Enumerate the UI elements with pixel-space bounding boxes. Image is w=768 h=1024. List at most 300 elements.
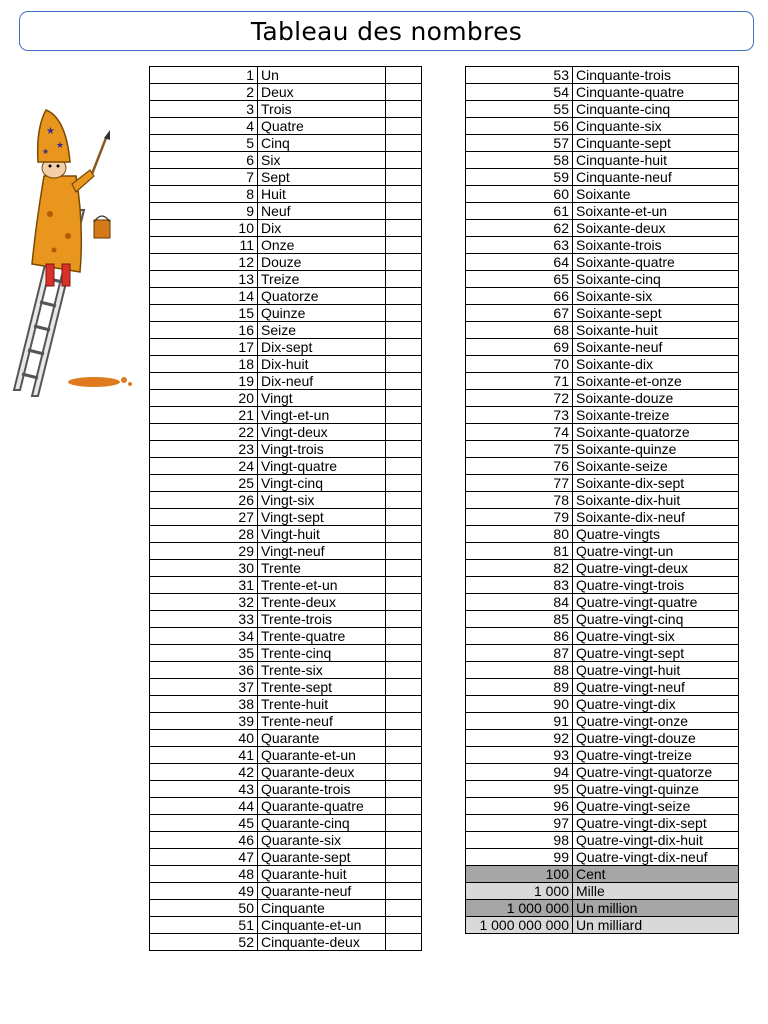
- blank-cell: [386, 186, 422, 203]
- table-row: [150, 917, 422, 934]
- table-row: [466, 356, 739, 373]
- word-cell: Quatre-vingt-seize: [573, 798, 739, 815]
- table-row: [150, 645, 422, 662]
- blank-cell: [386, 475, 422, 492]
- table-row: [466, 458, 739, 475]
- table-row: [466, 135, 739, 152]
- word-cell: Un million: [573, 900, 739, 917]
- table-row: [466, 492, 739, 509]
- word-cell: Cinquante-huit: [573, 152, 739, 169]
- blank-cell: [386, 118, 422, 135]
- number-cell: 50: [150, 900, 258, 917]
- word-cell: Dix-huit: [258, 356, 386, 373]
- number-cell: 71: [466, 373, 573, 390]
- table-row: [466, 713, 739, 730]
- number-cell: 66: [466, 288, 573, 305]
- blank-cell: [386, 849, 422, 866]
- number-cell: 15: [150, 305, 258, 322]
- table-row: [466, 628, 739, 645]
- word-cell: Quarante-six: [258, 832, 386, 849]
- number-cell: 49: [150, 883, 258, 900]
- table-row: [150, 509, 422, 526]
- number-cell: 68: [466, 322, 573, 339]
- table-row: [466, 305, 739, 322]
- word-cell: Quatre-vingt-neuf: [573, 679, 739, 696]
- table-row: [466, 288, 739, 305]
- number-cell: 51: [150, 917, 258, 934]
- table-row: [466, 254, 739, 271]
- word-cell: Vingt-neuf: [258, 543, 386, 560]
- numbers-table-left: [149, 66, 422, 951]
- word-cell: Soixante-quinze: [573, 441, 739, 458]
- number-cell: 41: [150, 747, 258, 764]
- blank-cell: [386, 781, 422, 798]
- number-cell: 98: [466, 832, 573, 849]
- blank-cell: [386, 135, 422, 152]
- blank-cell: [386, 169, 422, 186]
- table-row: [150, 696, 422, 713]
- number-cell: 80: [466, 526, 573, 543]
- number-cell: 46: [150, 832, 258, 849]
- table-row: [150, 203, 422, 220]
- number-cell: 44: [150, 798, 258, 815]
- table-row: [466, 390, 739, 407]
- table-row: [150, 611, 422, 628]
- word-cell: Quatre-vingt-treize: [573, 747, 739, 764]
- number-cell: 72: [466, 390, 573, 407]
- table-row: [150, 662, 422, 679]
- blank-cell: [386, 152, 422, 169]
- table-row: [150, 152, 422, 169]
- number-cell: 62: [466, 220, 573, 237]
- blank-cell: [386, 713, 422, 730]
- blank-cell: [386, 696, 422, 713]
- table-row: [150, 815, 422, 832]
- table-row: [150, 849, 422, 866]
- word-cell: Un milliard: [573, 917, 739, 934]
- blank-cell: [386, 339, 422, 356]
- number-cell: 5: [150, 135, 258, 152]
- word-cell: Dix-sept: [258, 339, 386, 356]
- table-row: [466, 764, 739, 781]
- number-cell: 6: [150, 152, 258, 169]
- word-cell: Soixante-deux: [573, 220, 739, 237]
- number-cell: 97: [466, 815, 573, 832]
- number-cell: 59: [466, 169, 573, 186]
- word-cell: Soixante-huit: [573, 322, 739, 339]
- word-cell: Cent: [573, 866, 739, 883]
- blank-cell: [386, 747, 422, 764]
- table-row: [150, 339, 422, 356]
- table-row: [150, 254, 422, 271]
- number-cell: 81: [466, 543, 573, 560]
- number-cell: 70: [466, 356, 573, 373]
- table-row: [150, 101, 422, 118]
- word-cell: Trois: [258, 101, 386, 118]
- word-cell: Soixante-douze: [573, 390, 739, 407]
- blank-cell: [386, 390, 422, 407]
- number-cell: 95: [466, 781, 573, 798]
- table-row: [466, 203, 739, 220]
- blank-cell: [386, 832, 422, 849]
- blank-cell: [386, 560, 422, 577]
- table-row: [150, 390, 422, 407]
- number-cell: 78: [466, 492, 573, 509]
- number-cell: 34: [150, 628, 258, 645]
- word-cell: Quatre-vingt-quatre: [573, 594, 739, 611]
- blank-cell: [386, 509, 422, 526]
- number-cell: 30: [150, 560, 258, 577]
- table-row: [150, 475, 422, 492]
- blank-cell: [386, 764, 422, 781]
- number-cell: 65: [466, 271, 573, 288]
- blank-cell: [386, 84, 422, 101]
- number-cell: 94: [466, 764, 573, 781]
- number-cell: 54: [466, 84, 573, 101]
- word-cell: Cinquante-et-un: [258, 917, 386, 934]
- table-row: [466, 866, 739, 883]
- table-row: [466, 696, 739, 713]
- table-row: [150, 526, 422, 543]
- number-cell: 61: [466, 203, 573, 220]
- word-cell: Trente-cinq: [258, 645, 386, 662]
- table-row: [150, 220, 422, 237]
- number-cell: 3: [150, 101, 258, 118]
- table-row: [150, 730, 422, 747]
- word-cell: Quatre-vingt-quatorze: [573, 764, 739, 781]
- number-cell: 8: [150, 186, 258, 203]
- number-cell: 12: [150, 254, 258, 271]
- word-cell: Soixante-dix-neuf: [573, 509, 739, 526]
- blank-cell: [386, 730, 422, 747]
- number-cell: 74: [466, 424, 573, 441]
- word-cell: Trente-neuf: [258, 713, 386, 730]
- table-row: [150, 118, 422, 135]
- word-cell: Quarante-neuf: [258, 883, 386, 900]
- number-cell: 2: [150, 84, 258, 101]
- table-row: [466, 322, 739, 339]
- word-cell: Trente-trois: [258, 611, 386, 628]
- blank-cell: [386, 679, 422, 696]
- number-cell: 76: [466, 458, 573, 475]
- table-row: [466, 645, 739, 662]
- number-cell: 75: [466, 441, 573, 458]
- table-row: [150, 492, 422, 509]
- blank-cell: [386, 526, 422, 543]
- word-cell: Vingt-sept: [258, 509, 386, 526]
- word-cell: Quatre-vingt-un: [573, 543, 739, 560]
- table-row: [150, 713, 422, 730]
- number-cell: 13: [150, 271, 258, 288]
- word-cell: Quatre-vingt-cinq: [573, 611, 739, 628]
- number-cell: 9: [150, 203, 258, 220]
- word-cell: Quatre-vingt-sept: [573, 645, 739, 662]
- number-cell: 26: [150, 492, 258, 509]
- table-row: [466, 577, 739, 594]
- number-cell: 82: [466, 560, 573, 577]
- table-row: [466, 594, 739, 611]
- blank-cell: [386, 356, 422, 373]
- blank-cell: [386, 883, 422, 900]
- word-cell: Vingt: [258, 390, 386, 407]
- table-row: [150, 135, 422, 152]
- brush: [92, 138, 106, 174]
- word-cell: Quatre-vingt-six: [573, 628, 739, 645]
- word-cell: Deux: [258, 84, 386, 101]
- word-cell: Cinquante: [258, 900, 386, 917]
- number-cell: 35: [150, 645, 258, 662]
- table-row: [150, 577, 422, 594]
- word-cell: Soixante-dix-huit: [573, 492, 739, 509]
- word-cell: Cinquante-sept: [573, 135, 739, 152]
- word-cell: Quinze: [258, 305, 386, 322]
- word-cell: Quarante-huit: [258, 866, 386, 883]
- word-cell: Quatre-vingt-deux: [573, 560, 739, 577]
- word-cell: Cinquante-deux: [258, 934, 386, 951]
- word-cell: Quarante-trois: [258, 781, 386, 798]
- number-cell: 31: [150, 577, 258, 594]
- number-cell: 17: [150, 339, 258, 356]
- table-row: [150, 798, 422, 815]
- word-cell: Soixante-cinq: [573, 271, 739, 288]
- number-cell: 27: [150, 509, 258, 526]
- word-cell: Cinquante-trois: [573, 67, 739, 84]
- number-cell: 58: [466, 152, 573, 169]
- word-cell: Vingt-deux: [258, 424, 386, 441]
- table-row: [150, 900, 422, 917]
- word-cell: Trente-et-un: [258, 577, 386, 594]
- word-cell: Huit: [258, 186, 386, 203]
- number-cell: 64: [466, 254, 573, 271]
- number-cell: 21: [150, 407, 258, 424]
- table-row: [466, 339, 739, 356]
- table-row: [150, 271, 422, 288]
- word-cell: Soixante-et-onze: [573, 373, 739, 390]
- number-cell: 1 000 000 000: [466, 917, 573, 934]
- table-row: [150, 373, 422, 390]
- blank-cell: [386, 645, 422, 662]
- word-cell: Quatre-vingts: [573, 526, 739, 543]
- number-cell: 1 000: [466, 883, 573, 900]
- word-cell: Quatre-vingt-onze: [573, 713, 739, 730]
- paint-bucket: [94, 220, 110, 238]
- word-cell: Quarante-sept: [258, 849, 386, 866]
- blank-cell: [386, 458, 422, 475]
- table-row: [150, 407, 422, 424]
- table-row: [466, 509, 739, 526]
- number-cell: 53: [466, 67, 573, 84]
- number-cell: 79: [466, 509, 573, 526]
- word-cell: Trente: [258, 560, 386, 577]
- number-cell: 25: [150, 475, 258, 492]
- painter-robe: [32, 176, 81, 272]
- word-cell: Vingt-trois: [258, 441, 386, 458]
- blank-cell: [386, 271, 422, 288]
- table-row: [150, 84, 422, 101]
- word-cell: Quatre: [258, 118, 386, 135]
- number-cell: 85: [466, 611, 573, 628]
- table-row: [150, 679, 422, 696]
- number-cell: 39: [150, 713, 258, 730]
- table-row: [466, 815, 739, 832]
- word-cell: Soixante: [573, 186, 739, 203]
- word-cell: Trente-huit: [258, 696, 386, 713]
- number-cell: 57: [466, 135, 573, 152]
- number-cell: 67: [466, 305, 573, 322]
- number-cell: 48: [150, 866, 258, 883]
- table-row: [466, 67, 739, 84]
- word-cell: Soixante-quatorze: [573, 424, 739, 441]
- table-row: [466, 152, 739, 169]
- svg-text:★: ★: [42, 147, 50, 156]
- number-cell: 1: [150, 67, 258, 84]
- number-cell: 43: [150, 781, 258, 798]
- number-cell: 63: [466, 237, 573, 254]
- blank-cell: [386, 492, 422, 509]
- table-row: [150, 764, 422, 781]
- number-cell: 55: [466, 101, 573, 118]
- blank-cell: [386, 900, 422, 917]
- number-cell: 100: [466, 866, 573, 883]
- number-cell: 10: [150, 220, 258, 237]
- word-cell: Cinquante-quatre: [573, 84, 739, 101]
- number-cell: 23: [150, 441, 258, 458]
- word-cell: Neuf: [258, 203, 386, 220]
- number-cell: 77: [466, 475, 573, 492]
- table-row: [150, 237, 422, 254]
- number-cell: 92: [466, 730, 573, 747]
- word-cell: Douze: [258, 254, 386, 271]
- word-cell: Soixante-six: [573, 288, 739, 305]
- number-cell: 36: [150, 662, 258, 679]
- number-cell: 19: [150, 373, 258, 390]
- number-cell: 96: [466, 798, 573, 815]
- blank-cell: [386, 798, 422, 815]
- table-row: [150, 356, 422, 373]
- word-cell: Quarante-et-un: [258, 747, 386, 764]
- table-row: [150, 305, 422, 322]
- table-row: [150, 169, 422, 186]
- word-cell: Cinq: [258, 135, 386, 152]
- table-row: [466, 730, 739, 747]
- word-cell: Trente-deux: [258, 594, 386, 611]
- table-row: [466, 611, 739, 628]
- blank-cell: [386, 866, 422, 883]
- blank-cell: [386, 424, 422, 441]
- number-cell: 24: [150, 458, 258, 475]
- word-cell: Soixante-dix: [573, 356, 739, 373]
- table-row: [466, 101, 739, 118]
- blank-cell: [386, 220, 422, 237]
- table-row: [466, 781, 739, 798]
- word-cell: Vingt-cinq: [258, 475, 386, 492]
- number-cell: 87: [466, 645, 573, 662]
- table-row: [150, 458, 422, 475]
- blank-cell: [386, 322, 422, 339]
- number-cell: 16: [150, 322, 258, 339]
- word-cell: Quatre-vingt-dix: [573, 696, 739, 713]
- table-row: [466, 271, 739, 288]
- number-cell: 90: [466, 696, 573, 713]
- number-cell: 7: [150, 169, 258, 186]
- blank-cell: [386, 101, 422, 118]
- number-cell: 84: [466, 594, 573, 611]
- table-row: [466, 475, 739, 492]
- word-cell: Soixante-quatre: [573, 254, 739, 271]
- blank-cell: [386, 407, 422, 424]
- table-row: [150, 288, 422, 305]
- table-row: [466, 186, 739, 203]
- word-cell: Soixante-treize: [573, 407, 739, 424]
- word-cell: Seize: [258, 322, 386, 339]
- word-cell: Quarante-quatre: [258, 798, 386, 815]
- table-row: [466, 560, 739, 577]
- word-cell: Dix-neuf: [258, 373, 386, 390]
- table-row: [466, 407, 739, 424]
- table-row: [466, 917, 739, 934]
- word-cell: Six: [258, 152, 386, 169]
- blank-cell: [386, 934, 422, 951]
- blank-cell: [386, 441, 422, 458]
- table-row: [466, 543, 739, 560]
- number-cell: 40: [150, 730, 258, 747]
- table-row: [150, 866, 422, 883]
- table-row: [150, 186, 422, 203]
- table-row: [150, 441, 422, 458]
- number-cell: 83: [466, 577, 573, 594]
- blank-cell: [386, 628, 422, 645]
- word-cell: Vingt-et-un: [258, 407, 386, 424]
- number-cell: 60: [466, 186, 573, 203]
- blank-cell: [386, 917, 422, 934]
- blank-cell: [386, 611, 422, 628]
- word-cell: Vingt-quatre: [258, 458, 386, 475]
- number-cell: 86: [466, 628, 573, 645]
- number-cell: 89: [466, 679, 573, 696]
- word-cell: Soixante-sept: [573, 305, 739, 322]
- table-row: [150, 781, 422, 798]
- table-row: [150, 560, 422, 577]
- table-row: [150, 67, 422, 84]
- word-cell: Treize: [258, 271, 386, 288]
- word-cell: Cinquante-six: [573, 118, 739, 135]
- table-row: [150, 747, 422, 764]
- word-cell: Sept: [258, 169, 386, 186]
- word-cell: Cinquante-cinq: [573, 101, 739, 118]
- blank-cell: [386, 577, 422, 594]
- table-row: [150, 628, 422, 645]
- word-cell: Quarante-deux: [258, 764, 386, 781]
- blank-cell: [386, 305, 422, 322]
- blank-cell: [386, 254, 422, 271]
- table-row: [466, 441, 739, 458]
- table-row: [466, 883, 739, 900]
- table-row: [466, 526, 739, 543]
- painter-illustration: [6, 104, 136, 404]
- blank-cell: [386, 373, 422, 390]
- word-cell: Onze: [258, 237, 386, 254]
- table-row: [466, 798, 739, 815]
- number-cell: 99: [466, 849, 573, 866]
- table-row: [150, 594, 422, 611]
- table-row: [466, 373, 739, 390]
- word-cell: Quarante: [258, 730, 386, 747]
- word-cell: Quarante-cinq: [258, 815, 386, 832]
- table-row: [150, 883, 422, 900]
- table-row: [466, 237, 739, 254]
- blank-cell: [386, 288, 422, 305]
- word-cell: Soixante-et-un: [573, 203, 739, 220]
